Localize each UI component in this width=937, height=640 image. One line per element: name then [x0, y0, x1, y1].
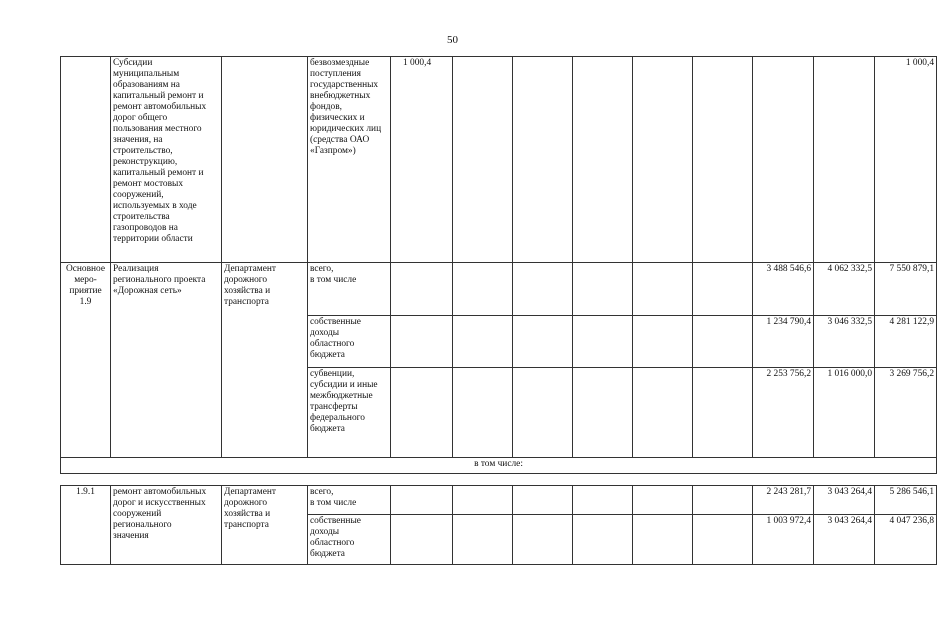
value-cell: 1 234 790,4	[753, 316, 814, 368]
value-cell: 3 043 264,4	[814, 486, 875, 515]
empty-cell	[513, 57, 573, 263]
empty-cell	[693, 316, 753, 368]
value-cell: 3 269 756,2	[875, 368, 937, 458]
funding-source-cell: субвенции, субсидии и иные межбюджетные трансферты федерального бюджета	[308, 368, 391, 458]
value-cell: 3 043 264,4	[814, 515, 875, 565]
value-cell: 5 286 546,1	[875, 486, 937, 515]
item-1-9-1-number-cell: 1.9.1	[61, 486, 111, 565]
subsidy-executor-cell	[222, 57, 308, 263]
subsidy-value-cell: 1 000,4	[391, 57, 453, 263]
empty-cell	[513, 368, 573, 458]
value-cell: 4 281 122,9	[875, 316, 937, 368]
empty-cell	[391, 316, 453, 368]
empty-cell	[453, 263, 513, 316]
subsidy-total-cell: 1 000,4	[875, 57, 937, 263]
empty-cell	[693, 368, 753, 458]
empty-cell	[633, 486, 693, 515]
empty-cell	[391, 486, 453, 515]
empty-cell	[453, 57, 513, 263]
value-cell: 4 062 332,5	[814, 263, 875, 316]
value-cell: 7 550 879,1	[875, 263, 937, 316]
empty-cell	[633, 515, 693, 565]
empty-cell	[391, 263, 453, 316]
including-row	[61, 458, 937, 474]
empty-cell	[453, 515, 513, 565]
empty-cell	[573, 515, 633, 565]
item-1-9-1-row-total	[61, 486, 937, 515]
page-number: 50	[447, 34, 458, 46]
empty-cell	[693, 263, 753, 316]
empty-cell	[513, 316, 573, 368]
empty-cell	[633, 57, 693, 263]
value-cell: 3 488 546,6	[753, 263, 814, 316]
empty-cell	[573, 316, 633, 368]
main-1-9-number-cell: Основное меро- приятие 1.9	[61, 263, 111, 458]
empty-cell	[753, 57, 814, 263]
main-1-9-executor-cell: Департамент дорожного хозяйства и транспорта	[222, 263, 308, 458]
value-cell: 4 047 236,8	[875, 515, 937, 565]
spacer-cell	[61, 474, 937, 486]
empty-cell	[633, 316, 693, 368]
empty-cell	[391, 368, 453, 458]
main-1-9-name-cell: Реализация регионального проекта «Дорожная сеть»	[111, 263, 222, 458]
value-cell: 3 046 332,5	[814, 316, 875, 368]
empty-cell	[693, 57, 753, 263]
empty-cell	[633, 263, 693, 316]
empty-cell	[391, 515, 453, 565]
empty-cell	[513, 486, 573, 515]
item-1-9-1-name-cell: ремонт автомобильных дорог и искусственных сооружений регионального значения	[111, 486, 222, 565]
empty-cell	[513, 263, 573, 316]
including-label: в том числе:	[61, 458, 937, 474]
funding-source-cell: собственные доходы областного бюджета	[308, 515, 391, 565]
empty-cell	[573, 368, 633, 458]
empty-cell	[573, 486, 633, 515]
spacer-row	[61, 474, 937, 486]
empty-cell	[814, 57, 875, 263]
budget-table	[60, 56, 937, 565]
item-1-9-1-executor-cell: Департамент дорожного хозяйства и транспорта	[222, 486, 308, 565]
empty-cell	[573, 263, 633, 316]
subsidy-activity-cell: Субсидии муниципальным образованиям на капитальный ремонт и ремонт автомобильных дорог общего пользования местного значения, на строительство, реконструкцию, капитальный ремонт и ремонт мостовых сооружений, используемых в ходе строительства газопроводов на территории области	[111, 57, 222, 263]
subsidy-row	[61, 57, 937, 263]
empty-cell	[693, 486, 753, 515]
subsidy-source-cell: безвозмездные поступления государственных внебюджетных фондов, физических и юридических лиц (средства ОАО «Газпром»)	[308, 57, 391, 263]
empty-cell	[453, 316, 513, 368]
empty-cell	[453, 368, 513, 458]
empty-cell	[513, 515, 573, 565]
empty-cell	[453, 486, 513, 515]
main-1-9-row-total	[61, 263, 937, 316]
empty-cell	[573, 57, 633, 263]
subsidy-number-cell	[61, 57, 111, 263]
value-cell: 1 016 000,0	[814, 368, 875, 458]
empty-cell	[633, 368, 693, 458]
funding-source-cell: всего, в том числе	[308, 263, 391, 316]
funding-source-cell: всего, в том числе	[308, 486, 391, 515]
funding-source-cell: собственные доходы областного бюджета	[308, 316, 391, 368]
value-cell: 2 243 281,7	[753, 486, 814, 515]
empty-cell	[693, 515, 753, 565]
value-cell: 1 003 972,4	[753, 515, 814, 565]
value-cell: 2 253 756,2	[753, 368, 814, 458]
